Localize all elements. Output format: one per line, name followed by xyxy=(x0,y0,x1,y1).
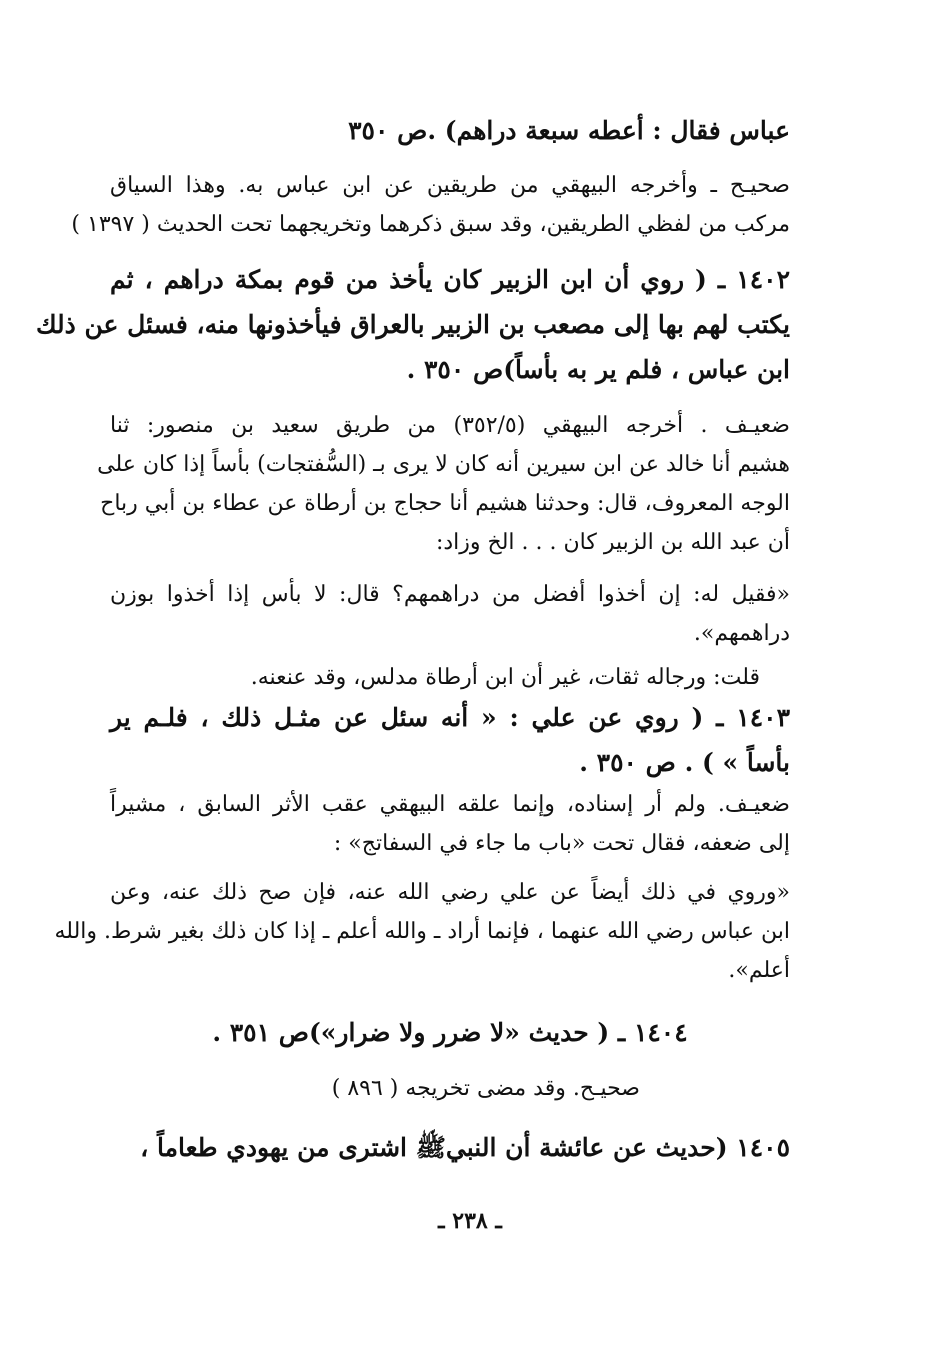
text-line: بأساً » ) . ص ٣٥٠ . xyxy=(579,748,790,777)
text-line: ابن عباس ، فلم ير به بأساً)ص ٣٥٠ . xyxy=(406,355,790,384)
text-line: ضعيـف. ولم أر إسناده، وإنما علقه البيهقي عقب الأثر السابق ، مشيراً xyxy=(110,792,790,817)
text-line: ١٤٠٥ (حديث عن عائشة أن النبيﷺ اشترى من يهودي طعاماً ، xyxy=(140,1133,790,1162)
text-line: أن عبد الله بن الزبير كان . . . الخ وزاد: xyxy=(435,530,790,555)
text-line: هشيم أنا خالد عن ابن سيرين أنه كان لا يرى بـ (السُّفتجات) بأساً إذا كان على xyxy=(97,452,790,477)
paragraph-6 xyxy=(110,658,790,697)
text-line: ١٤٠٢ ـ ( روي أن ابن الزبير كان يأخذ من قوم بمكة دراهم ، ثم xyxy=(110,265,790,294)
page-number: ـ ٢٣٨ ـ xyxy=(438,1208,502,1234)
text-line: إلى ضعفه، فقال تحت «باب ما جاء في السفاتج» : xyxy=(333,831,790,856)
paragraph-12 xyxy=(110,1125,790,1170)
text-line: يكتب لهم بها إلى مصعب بن الزبير بالعراق فيأخذونها منه، فسئل عن ذلك xyxy=(35,310,790,339)
paragraph-3 xyxy=(35,257,790,392)
text-line: «وروي في ذلك أيضاً عن علي رضي الله عنه، فإن صح ذلك عنه، وعن xyxy=(110,880,790,905)
text-line: ابن عباس رضي الله عنهما ، فإنما أراد ـ والله أعلم ـ إذا كان ذلك بغير شرط. والله xyxy=(54,919,790,944)
paragraph-8 xyxy=(110,785,790,863)
text-line: أعلم». xyxy=(728,958,790,983)
text-line: قلت: ورجاله ثقات، غير أن ابن أرطاة مدلس، وقد عنعنه. xyxy=(250,665,760,690)
text-line: صحيـح. وقد مضى تخريجه ( ٨٩٦ ) xyxy=(331,1076,640,1101)
paragraph-10 xyxy=(110,1010,790,1055)
paragraph-2 xyxy=(71,166,790,244)
text-line: ضعيـف . أخرجه البيهقي (٣٥٢/٥) من طريق سعيد بن منصور: ثنا xyxy=(110,413,790,438)
text-line: ١٤٠٤ ـ ( حديث «لا ضرر ولا ضرار»)ص ٣٥١ . xyxy=(212,1018,688,1047)
paragraph-9 xyxy=(54,873,790,990)
paragraph-5 xyxy=(110,575,790,653)
text-line: دراهمهم». xyxy=(693,621,790,646)
text-line: صحيـح ـ وأخرجه البيهقي من طريقين عن ابن عباس به. وهذا السياق xyxy=(110,173,790,198)
text-line: ١٤٠٣ ـ ( روي عن علي : « أنه سئل عن مثـل ذلك ، فلـم ير xyxy=(110,703,790,732)
paragraph-11 xyxy=(110,1069,790,1108)
paragraph-1 xyxy=(110,108,790,153)
paragraph-7 xyxy=(110,695,790,785)
text-line: الوجه المعروف، قال: وحدثنا هشيم أنا حجاج بن أرطاة عن عطاء بن أبي رباح xyxy=(100,491,790,516)
text-line: مركب من لفظي الطريقين، وقد سبق ذكرهما وتخريجهما تحت الحديث ( ١٣٩٧ ) xyxy=(71,212,790,237)
text-line: عباس فقال : أعطه سبعة دراهم) .ص ٣٥٠ xyxy=(348,116,790,145)
text-line: «فقيل له: إن أخذوا أفضل من دراهمهم؟ قال: لا بأس إذا أخذوا بوزن xyxy=(110,582,790,607)
paragraph-4 xyxy=(97,406,790,562)
